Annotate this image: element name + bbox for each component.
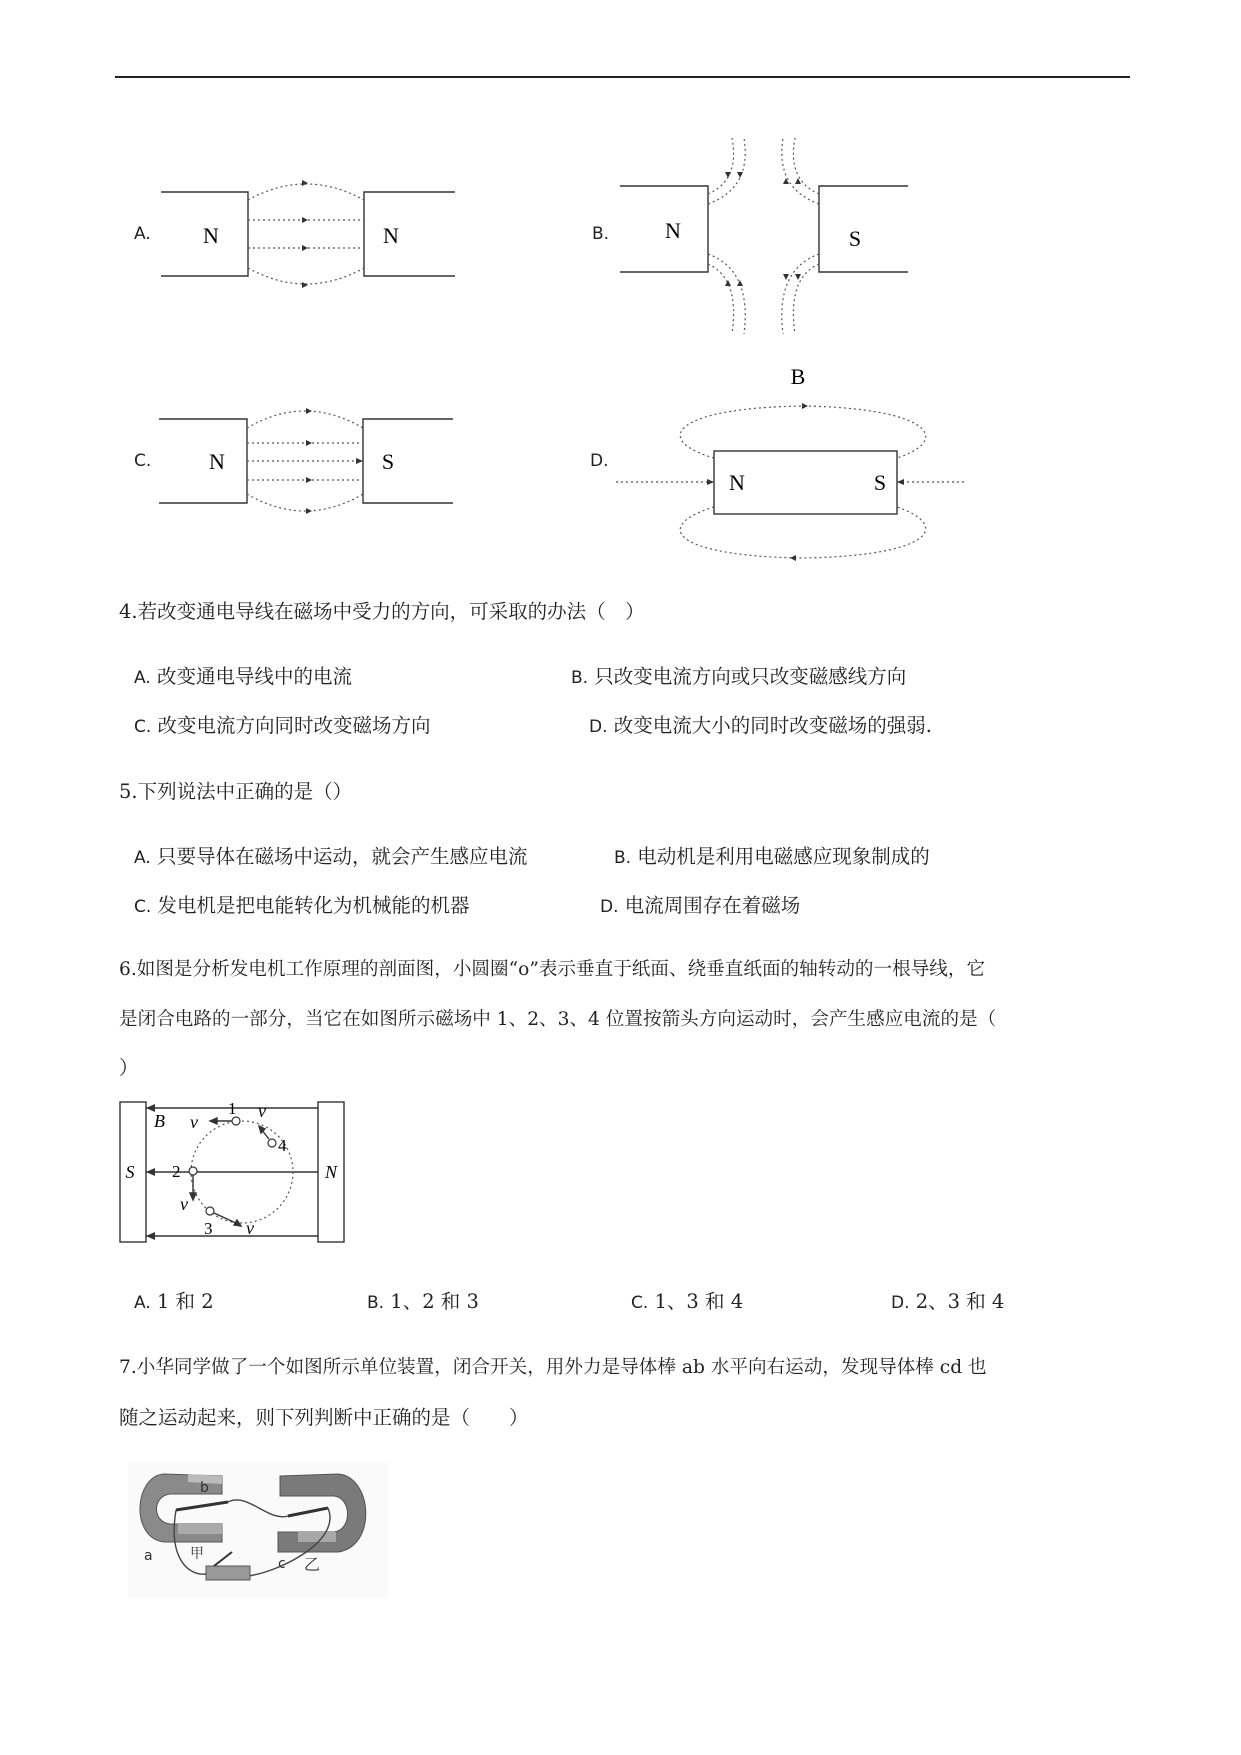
figure-a-label: A. xyxy=(134,224,151,244)
question-6-position-2: 2 xyxy=(172,1162,181,1181)
figure-b-left-pole: N xyxy=(665,218,681,243)
question-6-velocity-4: v xyxy=(258,1101,266,1121)
question-5-option-c: C. 发电机是把电能转化为机械能的机器 xyxy=(134,894,470,917)
question-6-stem-line-1: 6.如图是分析发电机工作原理的剖面图，小圆圈“o”表示垂直于纸面、绕垂直纸面的轴转动的一根导线，它 xyxy=(119,959,986,980)
figure-a-left-pole: N xyxy=(203,223,219,248)
question-6-velocity-2: v xyxy=(180,1194,188,1214)
question-7-label-a: a xyxy=(144,1548,153,1564)
question-6-position-1: 1 xyxy=(228,1100,237,1118)
figure-c-right-pole: S xyxy=(381,449,395,474)
question-6-generator-diagram xyxy=(118,1100,354,1250)
question-6-position-3: 3 xyxy=(204,1219,213,1238)
question-6-stem-line-3: ） xyxy=(119,1056,139,1079)
header-rule xyxy=(115,76,1130,78)
figure-b-magnets xyxy=(612,138,912,338)
question-4-option-d: D. 改变电流大小的同时改变磁场的强弱. xyxy=(589,714,932,737)
question-5-option-b: B. 电动机是利用电磁感应现象制成的 xyxy=(614,845,930,868)
question-5-option-d: D. 电流周围存在着磁场 xyxy=(600,894,801,917)
question-7-label-b: b xyxy=(200,1480,209,1496)
figure-d-right-pole: S xyxy=(873,470,887,495)
question-4-stem: 4.若改变通电导线在磁场中受力的方向，可采取的办法（ ） xyxy=(119,600,645,623)
figure-a-right-pole: N xyxy=(383,223,399,248)
question-6-velocity-3: v xyxy=(246,1218,254,1238)
figure-d-left-pole: N xyxy=(729,470,745,495)
question-6-velocity-1: v xyxy=(190,1112,198,1132)
question-7-stem-line-1: 7.小华同学做了一个如图所示单位装置，闭合开关，用外力是导体棒 ab 水平向右运动，发现导体棒 cd 也 xyxy=(119,1357,987,1378)
question-5-stem: 5.下列说法中正确的是（） xyxy=(119,780,353,803)
question-5-option-a: A. 只要导体在磁场中运动，就会产生感应电流 xyxy=(134,845,528,868)
question-7-stem-line-2: 随之运动起来，则下列判断中正确的是（ ） xyxy=(119,1406,529,1429)
question-6-stem-line-2: 是闭合电路的一部分，当它在如图所示磁场中 1、2、3、4 位置按箭头方向运动时，会产生感应电流的是（ xyxy=(119,1009,997,1030)
question-7-label-yi: 乙 xyxy=(304,1555,321,1574)
question-6-option-c: C. 1、3 和 4 xyxy=(631,1290,744,1313)
figure-d-label: D. xyxy=(590,451,609,471)
figure-b-label: B. xyxy=(592,224,610,244)
question-6-field-label: B xyxy=(154,1111,165,1131)
figure-d-bar-magnet xyxy=(612,358,972,564)
question-7-label-jia: 甲 xyxy=(190,1546,204,1562)
question-6-left-pole: S xyxy=(125,1162,135,1182)
question-4-option-b: B. 只改变电流方向或只改变磁感线方向 xyxy=(571,665,907,688)
figure-c-left-pole: N xyxy=(209,449,225,474)
question-6-option-a: A. 1 和 2 xyxy=(134,1290,214,1313)
question-6-right-pole: N xyxy=(324,1162,338,1182)
question-4-option-a: A. 改变通电导线中的电流 xyxy=(134,665,352,688)
question-4-option-c: C. 改变电流方向同时改变磁场方向 xyxy=(134,714,431,737)
figure-c-label: C. xyxy=(134,451,152,471)
question-6-option-d: D. 2、3 和 4 xyxy=(891,1290,1005,1313)
figure-c-magnets xyxy=(156,398,456,524)
question-7-apparatus-photo xyxy=(128,1462,388,1598)
question-7-label-c: c xyxy=(278,1556,286,1572)
figure-a-magnets xyxy=(158,172,458,296)
question-6-position-4: 4 xyxy=(278,1136,287,1155)
figure-d-top-label: B xyxy=(790,364,806,389)
question-6-option-b: B. 1、2 和 3 xyxy=(367,1290,479,1313)
figure-b-right-pole: S xyxy=(848,226,862,251)
